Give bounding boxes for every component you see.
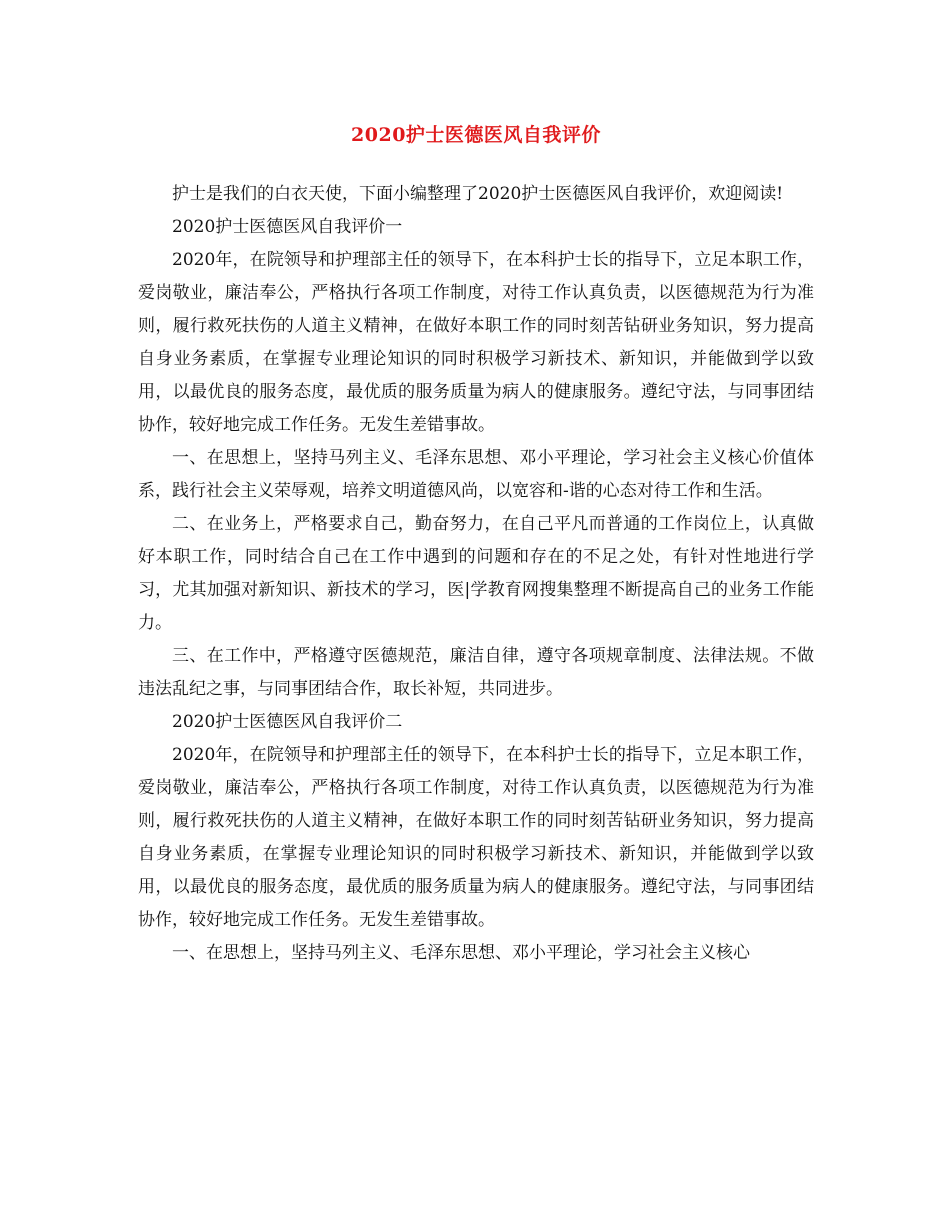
body-paragraph: 二、在业务上，严格要求自己，勤奋努力，在自己平凡而普通的工作岗位上，认真做好本职工作，同时结合自己在工作中遇到的问题和存在的不足之处，有针对性地进行学习，尤其加强对新知识、新技术的学习，医|学教育网搜集整理不断提高自己的业务工作能力。: [138, 514, 814, 633]
section-heading-two: 2020护士医德医风自我评价二: [172, 712, 403, 732]
intro-paragraph: 护士是我们的白衣天使，下面小编整理了2020护士医德医风自我评价，欢迎阅读!: [172, 184, 784, 204]
document-title: 2020护士医德医风自我评价: [351, 124, 601, 146]
document-page: [138, 118, 814, 970]
section-heading-one: 2020护士医德医风自我评价一: [172, 217, 403, 237]
body-paragraph: 三、在工作中，严格遵守医德规范，廉洁自律，遵守各项规章制度、法律法规。不做违法乱纪之事，与同事团结合作，取长补短，共同进步。: [138, 646, 814, 699]
body-paragraph: 一、在思想上，坚持马列主义、毛泽东思想、邓小平理论，学习社会主义核心: [172, 943, 750, 963]
body-paragraph: 一、在思想上，坚持马列主义、毛泽东思想、邓小平理论，学习社会主义核心价值体系，践行社会主义荣辱观，培养文明道德风尚，以宽容和-谐的心态对待工作和生活。: [138, 448, 814, 501]
body-paragraph: 2020年，在院领导和护理部主任的领导下，在本科护士长的指导下，立足本职工作，爱岗敬业，廉洁奉公，严格执行各项工作制度，对待工作认真负责，以医德规范为行为准则，履行救死扶伤的人道主义精神，在做好本职工作的同时刻苦钻研业务知识，努力提高自身业务素质，在掌握专业理论知识的同时积极学习新技术、新知识，并能做到学以致用，以最优良的服务态度，最优质的服务质量为病人的健康服务。遵纪守法，与同事团结协作，较好地完成工作任务。无发生差错事故。: [138, 745, 814, 930]
body-paragraph: 2020年，在院领导和护理部主任的领导下，在本科护士长的指导下，立足本职工作，爱岗敬业，廉洁奉公，严格执行各项工作制度，对待工作认真负责，以医德规范为行为准则，履行救死扶伤的人道主义精神，在做好本职工作的同时刻苦钻研业务知识，努力提高自身业务素质，在掌握专业理论知识的同时积极学习新技术、新知识，并能做到学以致用，以最优良的服务态度，最优质的服务质量为病人的健康服务。遵纪守法，与同事团结协作，较好地完成工作任务。无发生差错事故。: [138, 250, 814, 435]
